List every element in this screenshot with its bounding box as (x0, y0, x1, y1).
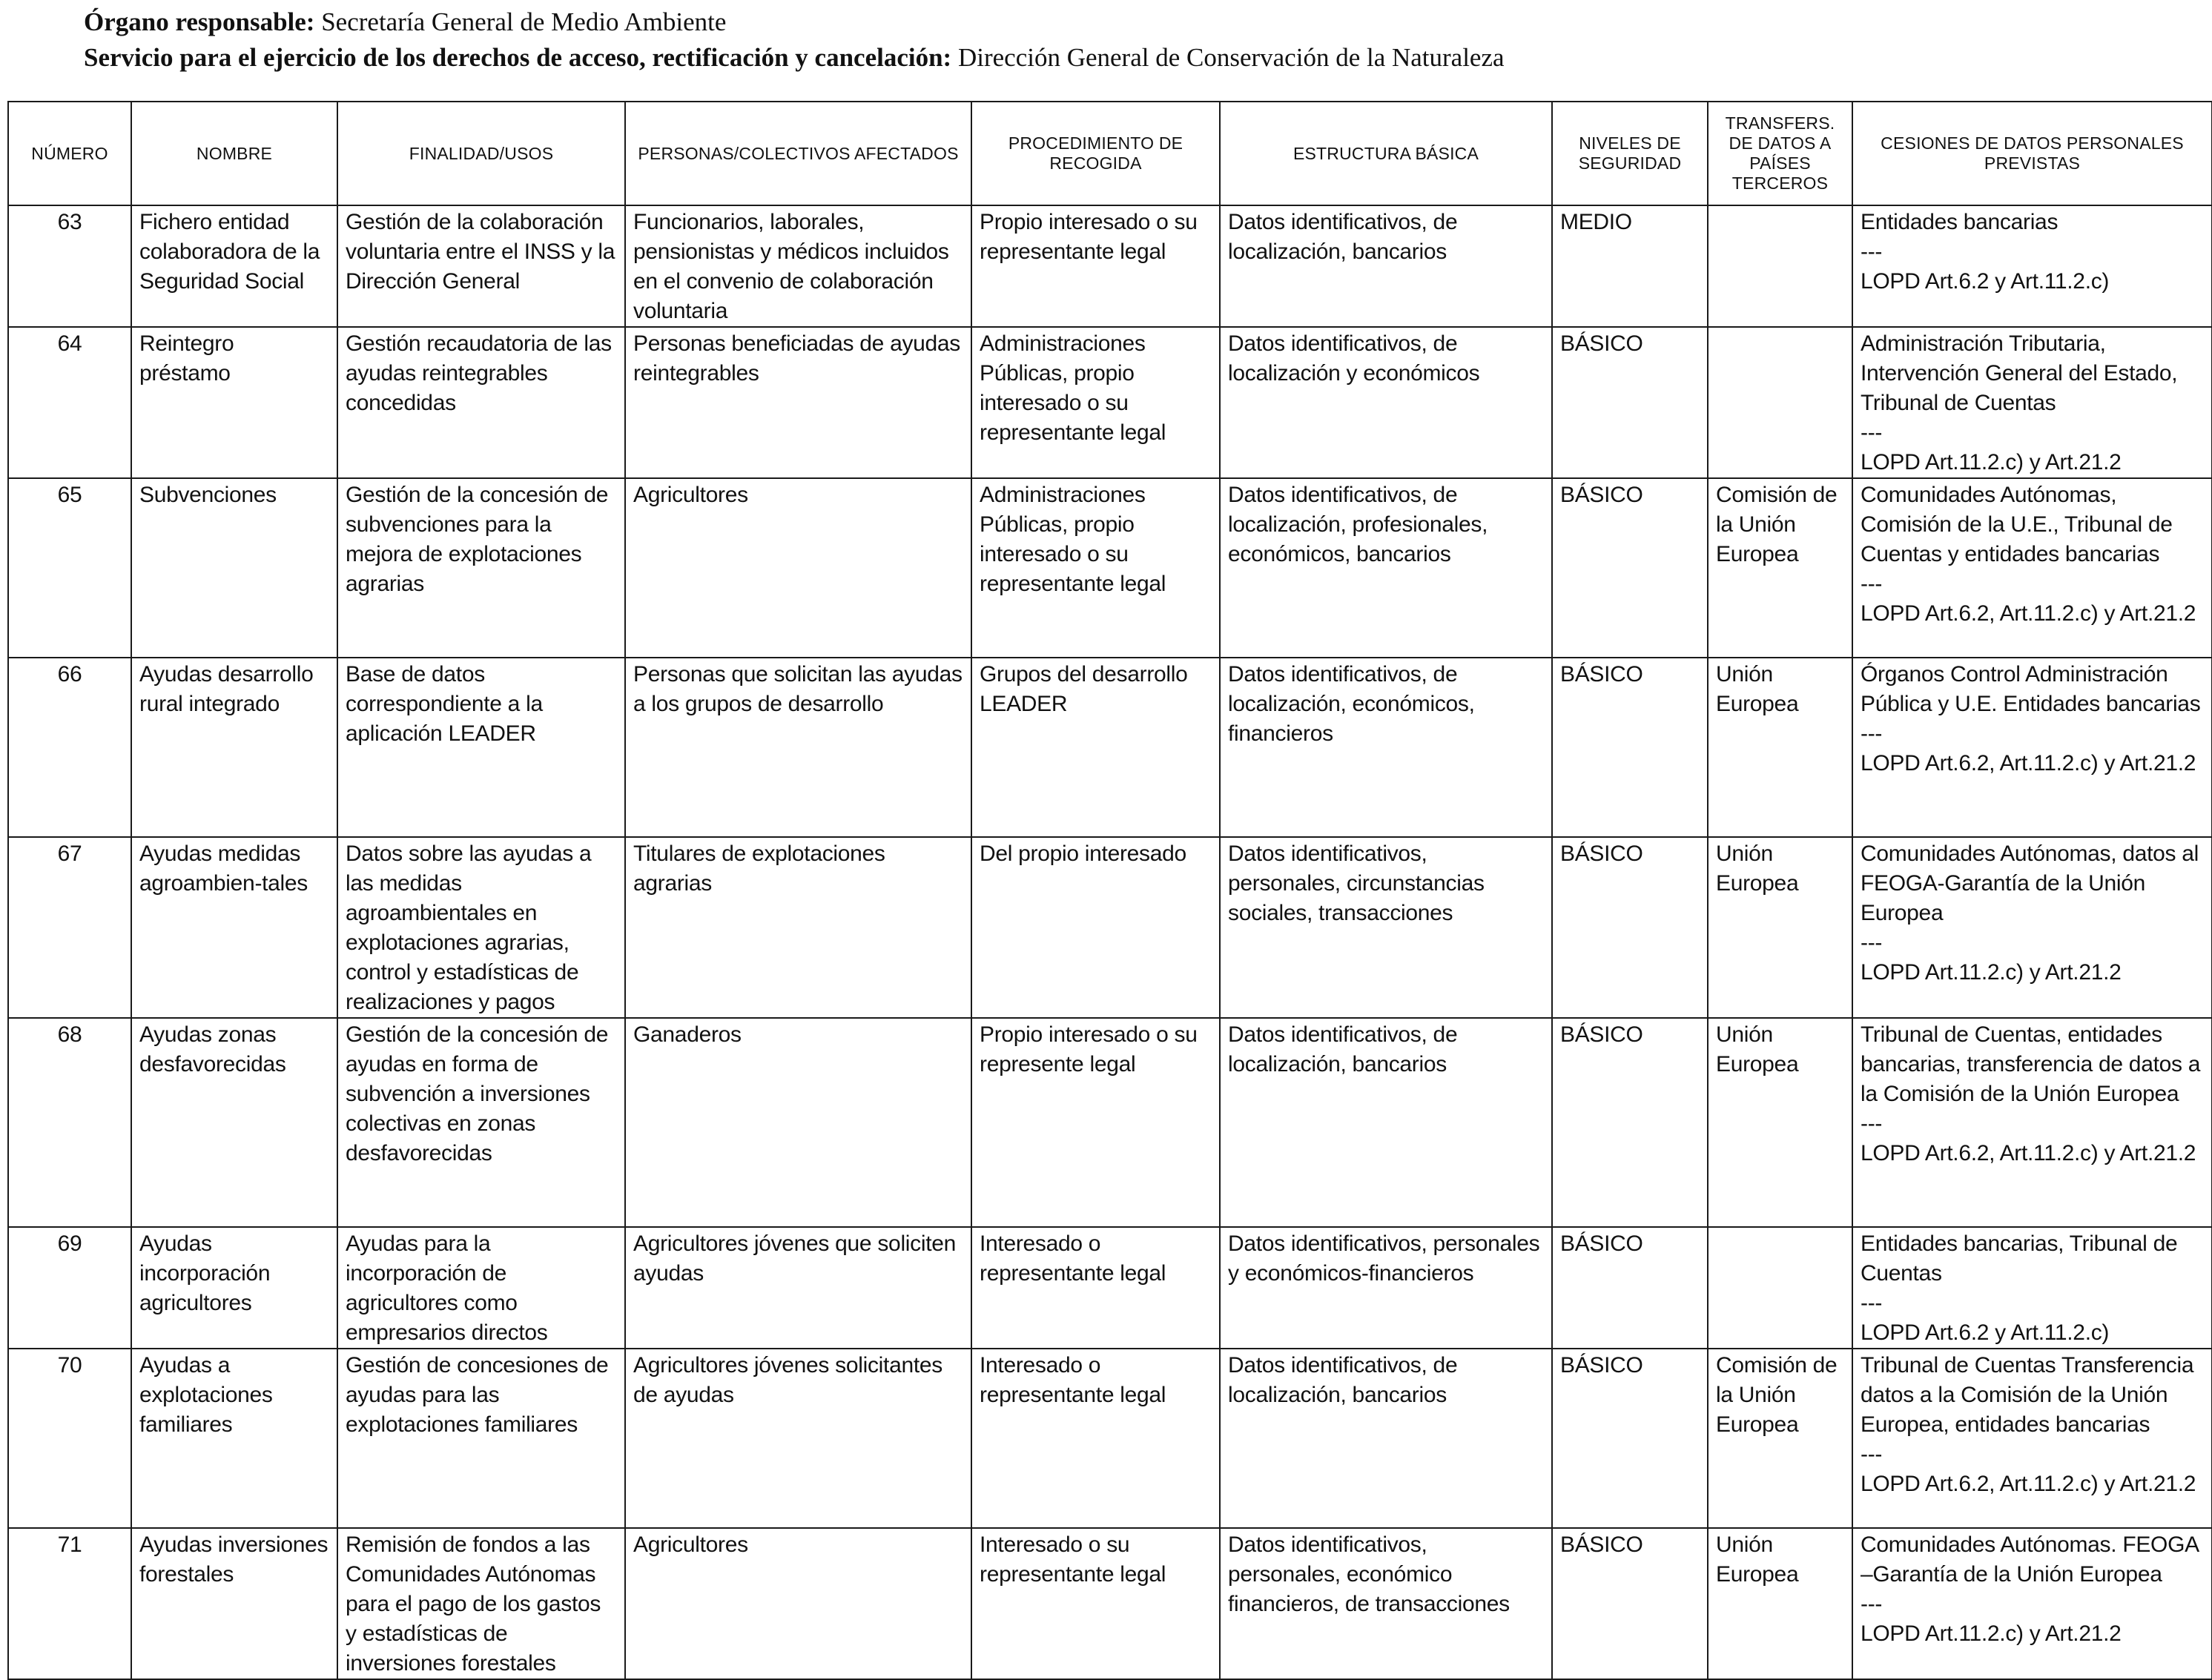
cesiones-separator: --- (1861, 239, 1883, 264)
table-row (8, 837, 2212, 1018)
cell-personas: Titulares de explotaciones agrarias (625, 837, 971, 1018)
cesiones-separator: --- (1861, 930, 1883, 955)
cell-niveles: MEDIO (1552, 205, 1708, 327)
table-row (8, 1349, 2212, 1528)
cell-procedimiento: Interesado o representante legal (971, 1349, 1220, 1528)
cell-cesiones (1852, 658, 2212, 837)
cell-transfers (1708, 205, 1852, 327)
cell-finalidad: Gestión de la concesión de ayudas en forma de subvención a inversiones colectivas en zonas desfavorecidas (337, 1018, 625, 1227)
column-header-personas: PERSONAS/COLECTIVOS AFECTADOS (625, 102, 971, 205)
column-header-finalidad: FINALIDAD/USOS (337, 102, 625, 205)
cell-numero: 71 (8, 1528, 131, 1679)
table-header-row (8, 102, 2212, 205)
cell-niveles: BÁSICO (1552, 1227, 1708, 1349)
cell-numero: 69 (8, 1227, 131, 1349)
cell-transfers (1708, 1227, 1852, 1349)
cesiones-separator: --- (1861, 721, 1883, 746)
cell-personas: Personas beneficiadas de ayudas reintegrables (625, 327, 971, 478)
cesiones-separator: --- (1861, 572, 1883, 596)
cell-procedimiento: Administraciones Públicas, propio interesado o su representante legal (971, 478, 1220, 658)
column-header-numero: NÚMERO (8, 102, 131, 205)
cell-cesiones (1852, 1227, 2212, 1349)
cell-finalidad: Ayudas para la incorporación de agricultores como empresarios directos (337, 1227, 625, 1349)
cell-numero: 67 (8, 837, 131, 1018)
cell-cesiones (1852, 327, 2212, 478)
cell-numero: 66 (8, 658, 131, 837)
table-row (8, 1018, 2212, 1227)
cell-niveles: BÁSICO (1552, 327, 1708, 478)
cesiones-text: Órganos Control Administración Pública y U.E. Entidades bancarias (1861, 662, 2201, 716)
column-header-estructura: ESTRUCTURA BÁSICA (1220, 102, 1552, 205)
column-header-niveles: NIVELES DE SEGURIDAD (1552, 102, 1708, 205)
cell-procedimiento: Del propio interesado (971, 837, 1220, 1018)
cesiones-text: Tribunal de Cuentas Transferencia datos a la Comisión de la Unión Europea, entidades bancarias (1861, 1353, 2194, 1437)
cell-nombre: Fichero entidad colaboradora de la Seguridad Social (131, 205, 337, 327)
cell-personas: Agricultores jóvenes que soliciten ayudas (625, 1227, 971, 1349)
cesiones-text: Comunidades Autónomas, Comisión de la U.E., Tribunal de Cuentas y entidades bancarias (1861, 483, 2173, 566)
cesiones-separator: --- (1861, 1442, 1883, 1466)
column-header-cesiones: CESIONES DE DATOS PERSONALES PREVISTAS (1852, 102, 2212, 205)
cell-estructura: Datos identificativos, personales y económicos-financieros (1220, 1227, 1552, 1349)
lopd-reference: LOPD Art.6.2, Art.11.2.c) y Art.21.2 (1861, 1141, 2196, 1165)
cell-cesiones (1852, 205, 2212, 327)
cell-finalidad: Gestión de concesiones de ayudas para las explotaciones familiares (337, 1349, 625, 1528)
cell-personas: Agricultores (625, 1528, 971, 1679)
lopd-reference: LOPD Art.11.2.c) y Art.21.2 (1861, 960, 2122, 985)
cell-nombre: Ayudas inversiones forestales (131, 1528, 337, 1679)
lopd-reference: LOPD Art.6.2, Art.11.2.c) y Art.21.2 (1861, 1472, 2196, 1496)
ficheros-table (7, 101, 2212, 1680)
cell-numero: 65 (8, 478, 131, 658)
cell-transfers: Unión Europea (1708, 1528, 1852, 1679)
cell-personas: Personas que solicitan las ayudas a los grupos de desarrollo (625, 658, 971, 837)
cell-transfers: Unión Europea (1708, 837, 1852, 1018)
cell-estructura: Datos identificativos, de localización y económicos (1220, 327, 1552, 478)
lopd-reference: LOPD Art.6.2 y Art.11.2.c) (1861, 269, 2110, 294)
table-row (8, 1528, 2212, 1679)
cell-numero: 64 (8, 327, 131, 478)
cell-nombre: Subvenciones (131, 478, 337, 658)
cell-transfers: Unión Europea (1708, 658, 1852, 837)
lopd-reference: LOPD Art.6.2, Art.11.2.c) y Art.21.2 (1861, 751, 2196, 775)
cell-numero: 68 (8, 1018, 131, 1227)
cesiones-text: Comunidades Autónomas, datos al FEOGA-Garantía de la Unión Europea (1861, 841, 2199, 925)
cell-estructura: Datos identificativos, de localización, bancarios (1220, 1349, 1552, 1528)
cell-personas: Funcionarios, laborales, pensionistas y médicos incluidos en el convenio de colaboración voluntaria (625, 205, 971, 327)
table-row (8, 205, 2212, 327)
cell-niveles: BÁSICO (1552, 1528, 1708, 1679)
cell-nombre: Ayudas a explotaciones familiares (131, 1349, 337, 1528)
cell-cesiones (1852, 837, 2212, 1018)
organo-value: Secretaría General de Medio Ambiente (314, 7, 727, 36)
servicio-value: Dirección General de Conservación de la Naturaleza (951, 43, 1505, 72)
cell-cesiones (1852, 478, 2212, 658)
cell-nombre: Ayudas desarrollo rural integrado (131, 658, 337, 837)
cesiones-text: Tribunal de Cuentas, entidades bancarias, transferencia de datos a la Comisión de la Unión Europea (1861, 1022, 2201, 1106)
cell-nombre: Ayudas zonas desfavorecidas (131, 1018, 337, 1227)
cell-personas: Agricultores jóvenes solicitantes de ayudas (625, 1349, 971, 1528)
cell-nombre: Ayudas medidas agroambien-tales (131, 837, 337, 1018)
cell-procedimiento: Propio interesado o su represente legal (971, 1018, 1220, 1227)
cell-procedimiento: Administraciones Públicas, propio interesado o su representante legal (971, 327, 1220, 478)
cell-transfers: Comisión de la Unión Europea (1708, 1349, 1852, 1528)
cell-finalidad: Gestión de la colaboración voluntaria entre el INSS y la Dirección General (337, 205, 625, 327)
organo-label: Órgano responsable: (84, 7, 315, 36)
table-row (8, 658, 2212, 837)
cell-niveles: BÁSICO (1552, 1018, 1708, 1227)
cell-finalidad: Remisión de fondos a las Comunidades Autónomas para el pago de los gastos y estadísticas de inversiones forestales (337, 1528, 625, 1679)
cell-niveles: BÁSICO (1552, 1349, 1708, 1528)
lopd-reference: LOPD Art.6.2, Art.11.2.c) y Art.21.2 (1861, 601, 2196, 626)
table-row (8, 327, 2212, 478)
cell-estructura: Datos identificativos, personales, circunstancias sociales, transacciones (1220, 837, 1552, 1018)
servicio-label: Servicio para el ejercicio de los derechos de acceso, rectificación y cancelación: (84, 43, 952, 72)
cell-numero: 70 (8, 1349, 131, 1528)
cesiones-separator: --- (1861, 1291, 1883, 1315)
column-header-procedimiento: PROCEDIMIENTO DE RECOGIDA (971, 102, 1220, 205)
cell-procedimiento: Grupos del desarrollo LEADER (971, 658, 1220, 837)
cell-procedimiento: Interesado o representante legal (971, 1227, 1220, 1349)
table-row (8, 478, 2212, 658)
cesiones-text: Entidades bancarias, Tribunal de Cuentas (1861, 1231, 2178, 1286)
cesiones-separator: --- (1861, 1111, 1883, 1136)
cell-personas: Ganaderos (625, 1018, 971, 1227)
cell-estructura: Datos identificativos, personales, económico financieros, de transacciones (1220, 1528, 1552, 1679)
column-header-transfers: TRANSFERS. DE DATOS A PAÍSES TERCEROS (1708, 102, 1852, 205)
cell-finalidad: Base de datos correspondiente a la aplicación LEADER (337, 658, 625, 837)
cell-finalidad: Gestión recaudatoria de las ayudas reintegrables concedidas (337, 327, 625, 478)
cell-niveles: BÁSICO (1552, 658, 1708, 837)
servicio-line (84, 40, 2175, 76)
cell-numero: 63 (8, 205, 131, 327)
cell-cesiones (1852, 1349, 2212, 1528)
cell-transfers (1708, 327, 1852, 478)
cell-estructura: Datos identificativos, de localización, económicos, financieros (1220, 658, 1552, 837)
cell-transfers: Comisión de la Unión Europea (1708, 478, 1852, 658)
organo-line (84, 4, 2175, 40)
cell-niveles: BÁSICO (1552, 478, 1708, 658)
cell-cesiones (1852, 1018, 2212, 1227)
cell-estructura: Datos identificativos, de localización, profesionales, económicos, bancarios (1220, 478, 1552, 658)
cesiones-text: Entidades bancarias (1861, 210, 2059, 234)
cell-procedimiento: Propio interesado o su representante legal (971, 205, 1220, 327)
cell-nombre: Reintegro préstamo (131, 327, 337, 478)
cell-estructura: Datos identificativos, de localización, bancarios (1220, 205, 1552, 327)
cell-procedimiento: Interesado o su representante legal (971, 1528, 1220, 1679)
lopd-reference: LOPD Art.11.2.c) y Art.21.2 (1861, 450, 2122, 474)
cesiones-separator: --- (1861, 1592, 1883, 1616)
cell-niveles: BÁSICO (1552, 837, 1708, 1018)
cell-cesiones (1852, 1528, 2212, 1679)
cell-personas: Agricultores (625, 478, 971, 658)
document-header (84, 4, 2175, 76)
cell-finalidad: Datos sobre las ayudas a las medidas agroambientales en explotaciones agrarias, control y estadísticas de realizaciones y pagos (337, 837, 625, 1018)
cell-nombre: Ayudas incorporación agricultores (131, 1227, 337, 1349)
cesiones-text: Administración Tributaria, Intervención General del Estado, Tribunal de Cuentas (1861, 331, 2178, 415)
lopd-reference: LOPD Art.11.2.c) y Art.21.2 (1861, 1621, 2122, 1646)
column-header-nombre: NOMBRE (131, 102, 337, 205)
cesiones-text: Comunidades Autónomas. FEOGA –Garantía de la Unión Europea (1861, 1532, 2199, 1587)
table-row (8, 1227, 2212, 1349)
cesiones-separator: --- (1861, 420, 1883, 445)
cell-estructura: Datos identificativos, de localización, bancarios (1220, 1018, 1552, 1227)
lopd-reference: LOPD Art.6.2 y Art.11.2.c) (1861, 1320, 2110, 1345)
ficheros-table-container (7, 101, 2212, 1680)
cell-transfers: Unión Europea (1708, 1018, 1852, 1227)
cell-finalidad: Gestión de la concesión de subvenciones para la mejora de explotaciones agrarias (337, 478, 625, 658)
